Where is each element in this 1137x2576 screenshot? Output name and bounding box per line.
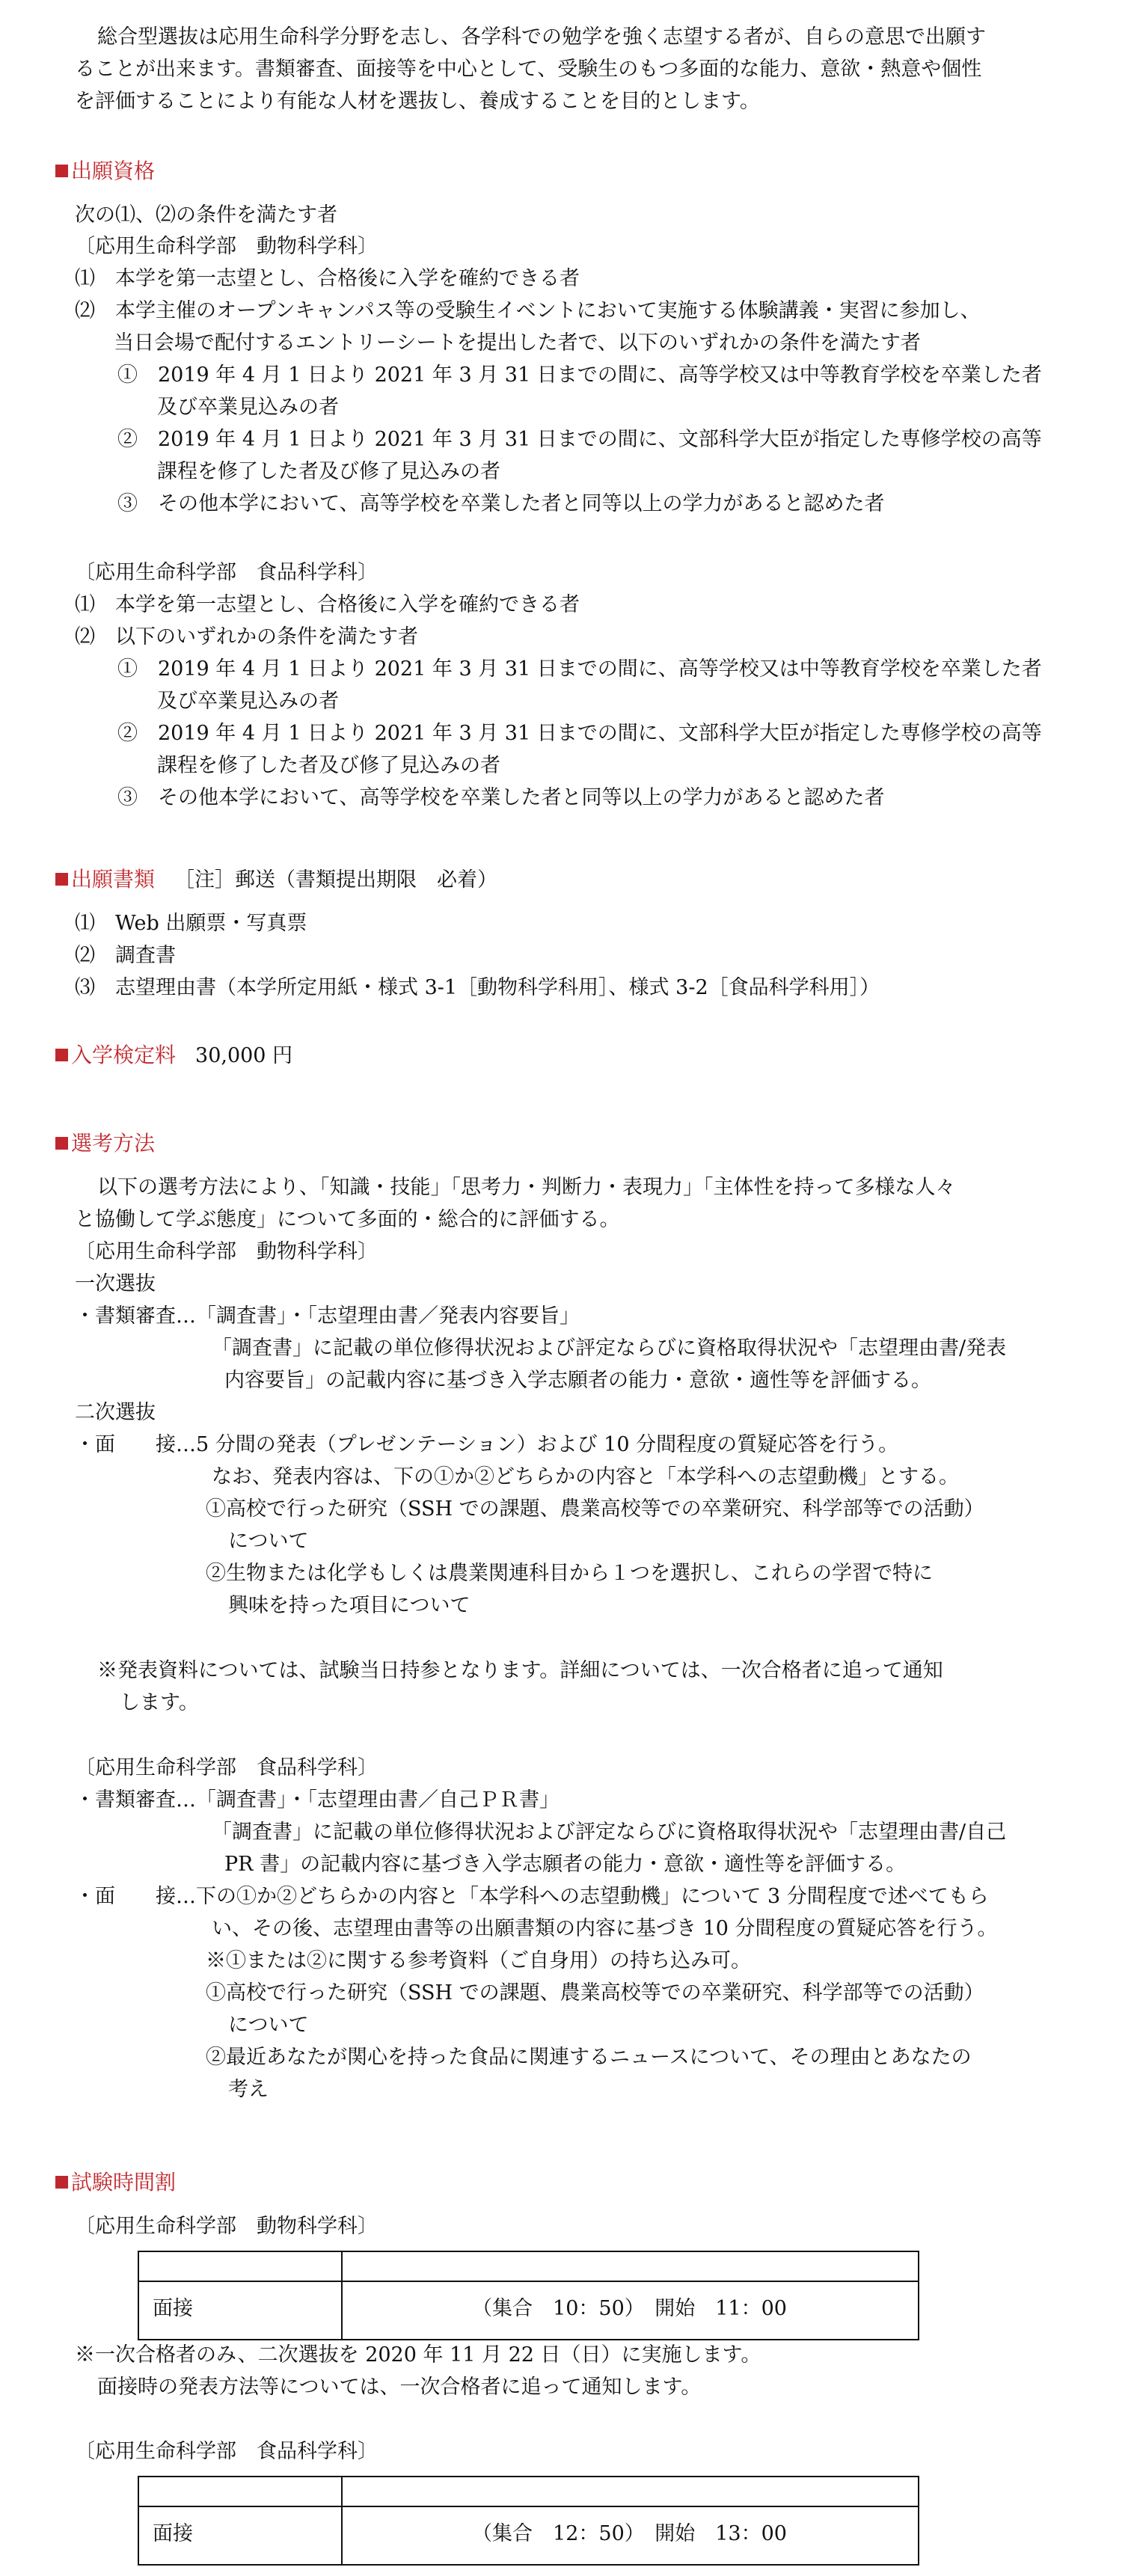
method-line: PR 書」の記載内容に基づき入学志願者の能力・意欲・適性等を評価する。 [224,1853,907,1876]
intro-line: 総合型選抜は応用生命科学分野を志し、各学科での勉学を強く志望する者が、自らの意思で出願す [97,25,986,49]
heading-square-icon [55,2176,68,2189]
schedule-label: 面接 [153,2297,193,2320]
method-line: 以下の選考方法により、「知識・技能」「思考力・判断力・表現力」「主体性を持って多様な人々 [97,1176,956,1199]
eligibility-line: ⑵ 以下のいずれかの条件を満たす者 [75,625,418,648]
fee-value: 30,000 円 [195,1044,293,1067]
documents-note: ［注］郵送（書類提出期限 必着） [174,868,498,892]
method-line: 考え [228,2078,269,2101]
method-line: ①高校で行った研究（SSH での課題、農業高校等での卒業研究、科学部等での活動） [206,1497,984,1521]
method-line: 興味を持った項目について [228,1594,471,1617]
heading-square-icon [55,873,68,886]
method-line: 「調査書」に記載の単位修得状況および評定ならびに資格取得状況や「志望理由書/発表 [212,1337,1007,1360]
method-line: ②最近あなたが関心を持った食品に関連するニュースについて、その理由とあなたの [206,2046,972,2069]
eligibility-line: ⑵ 本学主催のオープンキャンパス等の受験生イベントにおいて実施する体験講義・実習に参加し、 [75,299,981,322]
eligibility-line: 及び卒業見込みの者 [157,690,339,713]
dept-label: 〔応用生命科学部 食品科学科〕 [75,1756,378,1779]
method-line: ・書類審査…「調査書」・「志望理由書／自己ＰＲ書」 [75,1788,560,1812]
dept-label: 〔応用生命科学部 動物科学科〕 [75,235,378,258]
eligibility-line: 及び卒業見込みの者 [157,396,339,419]
schedule-note: ※一次合格者のみ、二次選抜を 2020 年 11 月 22 日（日）に実施します。 [75,2343,761,2367]
eligibility-line: ③ その他本学において、高等学校を卒業した者と同等以上の学力があると認めた者 [117,492,885,515]
document-item: ⑶ 志望理由書（本学所定用紙・様式 3-1［動物科学科用］、様式 3-2［食品科学科用］） [75,976,880,999]
section-heading-eligibility: 出願資格 [55,156,155,186]
eligibility-line: 次の⑴、⑵の条件を満たす者 [75,203,337,227]
method-line: 内容要旨」の記載内容に基づき入学志願者の能力・意欲・適性等を評価する。 [224,1369,931,1392]
method-line: 二次選抜 [75,1401,156,1424]
document-item: ⑴ Web 出願票・写真票 [75,912,307,935]
eligibility-line: ③ その他本学において、高等学校を卒業した者と同等以上の学力があると認めた者 [117,786,885,809]
method-line: なお、発表内容は、下の①か②どちらかの内容と「本学科への志望動機」とする。 [212,1465,959,1488]
method-line: 一次選抜 [75,1272,156,1295]
eligibility-line: ⑴ 本学を第一志望とし、合格後に入学を確約できる者 [75,593,580,616]
schedule-table-food [138,2476,919,2566]
method-line: と協働して学ぶ態度」について多面的・総合的に評価する。 [75,1208,620,1231]
eligibility-line: ① 2019 年 4 月 1 日より 2021 年 3 月 31 日までの間に、高等学校又は中等教育学校を卒業した者 [117,657,1042,681]
method-line: ・面 接…下の①か②どちらかの内容と「本学科への志望動機」について 3 分間程度で述べてもら [75,1885,989,1908]
method-line: い、その後、志望理由書等の出願書類の内容に基づき 10 分間程度の質疑応答を行う。 [212,1917,998,1940]
section-heading-method: 選考方法 [55,1129,155,1159]
method-line: ①高校で行った研究（SSH での課題、農業高校等での卒業研究、科学部等での活動） [206,1981,984,2005]
schedule-table-animal [138,2251,919,2340]
dept-label: 〔応用生命科学部 食品科学科〕 [75,561,378,584]
heading-square-icon [55,1137,68,1150]
schedule-note: 面接時の発表方法等については、一次合格者に追って通知します。 [97,2376,702,2399]
heading-square-icon [55,165,68,177]
method-line: ※①または②に関する参考資料（ご自身用）の持ち込み可。 [206,1949,751,1972]
eligibility-line: 当日会場で配付するエントリーシートを提出した者で、以下のいずれかの条件を満たす者 [114,331,921,355]
section-heading-schedule: 試験時間割 [55,2168,176,2198]
schedule-time: （集合 12：50） 開始 13：00 [472,2522,787,2545]
dept-label: 〔応用生命科学部 動物科学科〕 [75,2215,378,2238]
method-line: について [228,1530,309,1553]
intro-line: を評価することにより有能な人材を選抜し、養成することを目的とします。 [75,90,760,113]
method-line: ②生物または化学もしくは農業関連科目から１つを選択し、これらの学習で特に [206,1562,933,1585]
schedule-time: （集合 10：50） 開始 11：00 [472,2297,787,2320]
eligibility-line: ② 2019 年 4 月 1 日より 2021 年 3 月 31 日までの間に、文部科学大臣が指定した専修学校の高等 [117,722,1042,745]
section-heading-fee: 入学検定料 30,000 円 [55,1040,292,1070]
eligibility-line: ② 2019 年 4 月 1 日より 2021 年 3 月 31 日までの間に、文部科学大臣が指定した専修学校の高等 [117,428,1042,451]
method-line: ・面 接…5 分間の発表（プレゼンテーション）および 10 分間程度の質疑応答を行う。 [75,1433,899,1456]
dept-label: 〔応用生命科学部 動物科学科〕 [75,1240,378,1263]
method-line: ※発表資料については、試験当日持参となります。詳細については、一次合格者に追って通知 [97,1659,943,1682]
section-heading-documents: 出願書類 ［注］郵送（書類提出期限 必着） [55,865,497,895]
dept-label: 〔応用生命科学部 食品科学科〕 [75,2440,378,2463]
intro-line: ることが出来ます。書類審査、面接等を中心として、受験生のもつ多面的な能力、意欲・熱意や個性 [75,58,982,81]
eligibility-line: ⑴ 本学を第一志望とし、合格後に入学を確約できる者 [75,267,580,290]
heading-square-icon [55,1049,68,1061]
method-line: ・書類審査…「調査書」・「志望理由書／発表内容要旨」 [75,1304,580,1328]
eligibility-line: 課程を修了した者及び修了見込みの者 [157,460,500,483]
document-item: ⑵ 調査書 [75,944,176,967]
method-line: について [228,2014,309,2037]
method-line: します。 [120,1691,199,1714]
method-line: 「調査書」に記載の単位修得状況および評定ならびに資格取得状況や「志望理由書/自己 [212,1821,1007,1844]
schedule-label: 面接 [153,2522,193,2545]
eligibility-line: 課程を修了した者及び修了見込みの者 [157,754,500,777]
eligibility-line: ① 2019 年 4 月 1 日より 2021 年 3 月 31 日までの間に、高等学校又は中等教育学校を卒業した者 [117,364,1042,387]
